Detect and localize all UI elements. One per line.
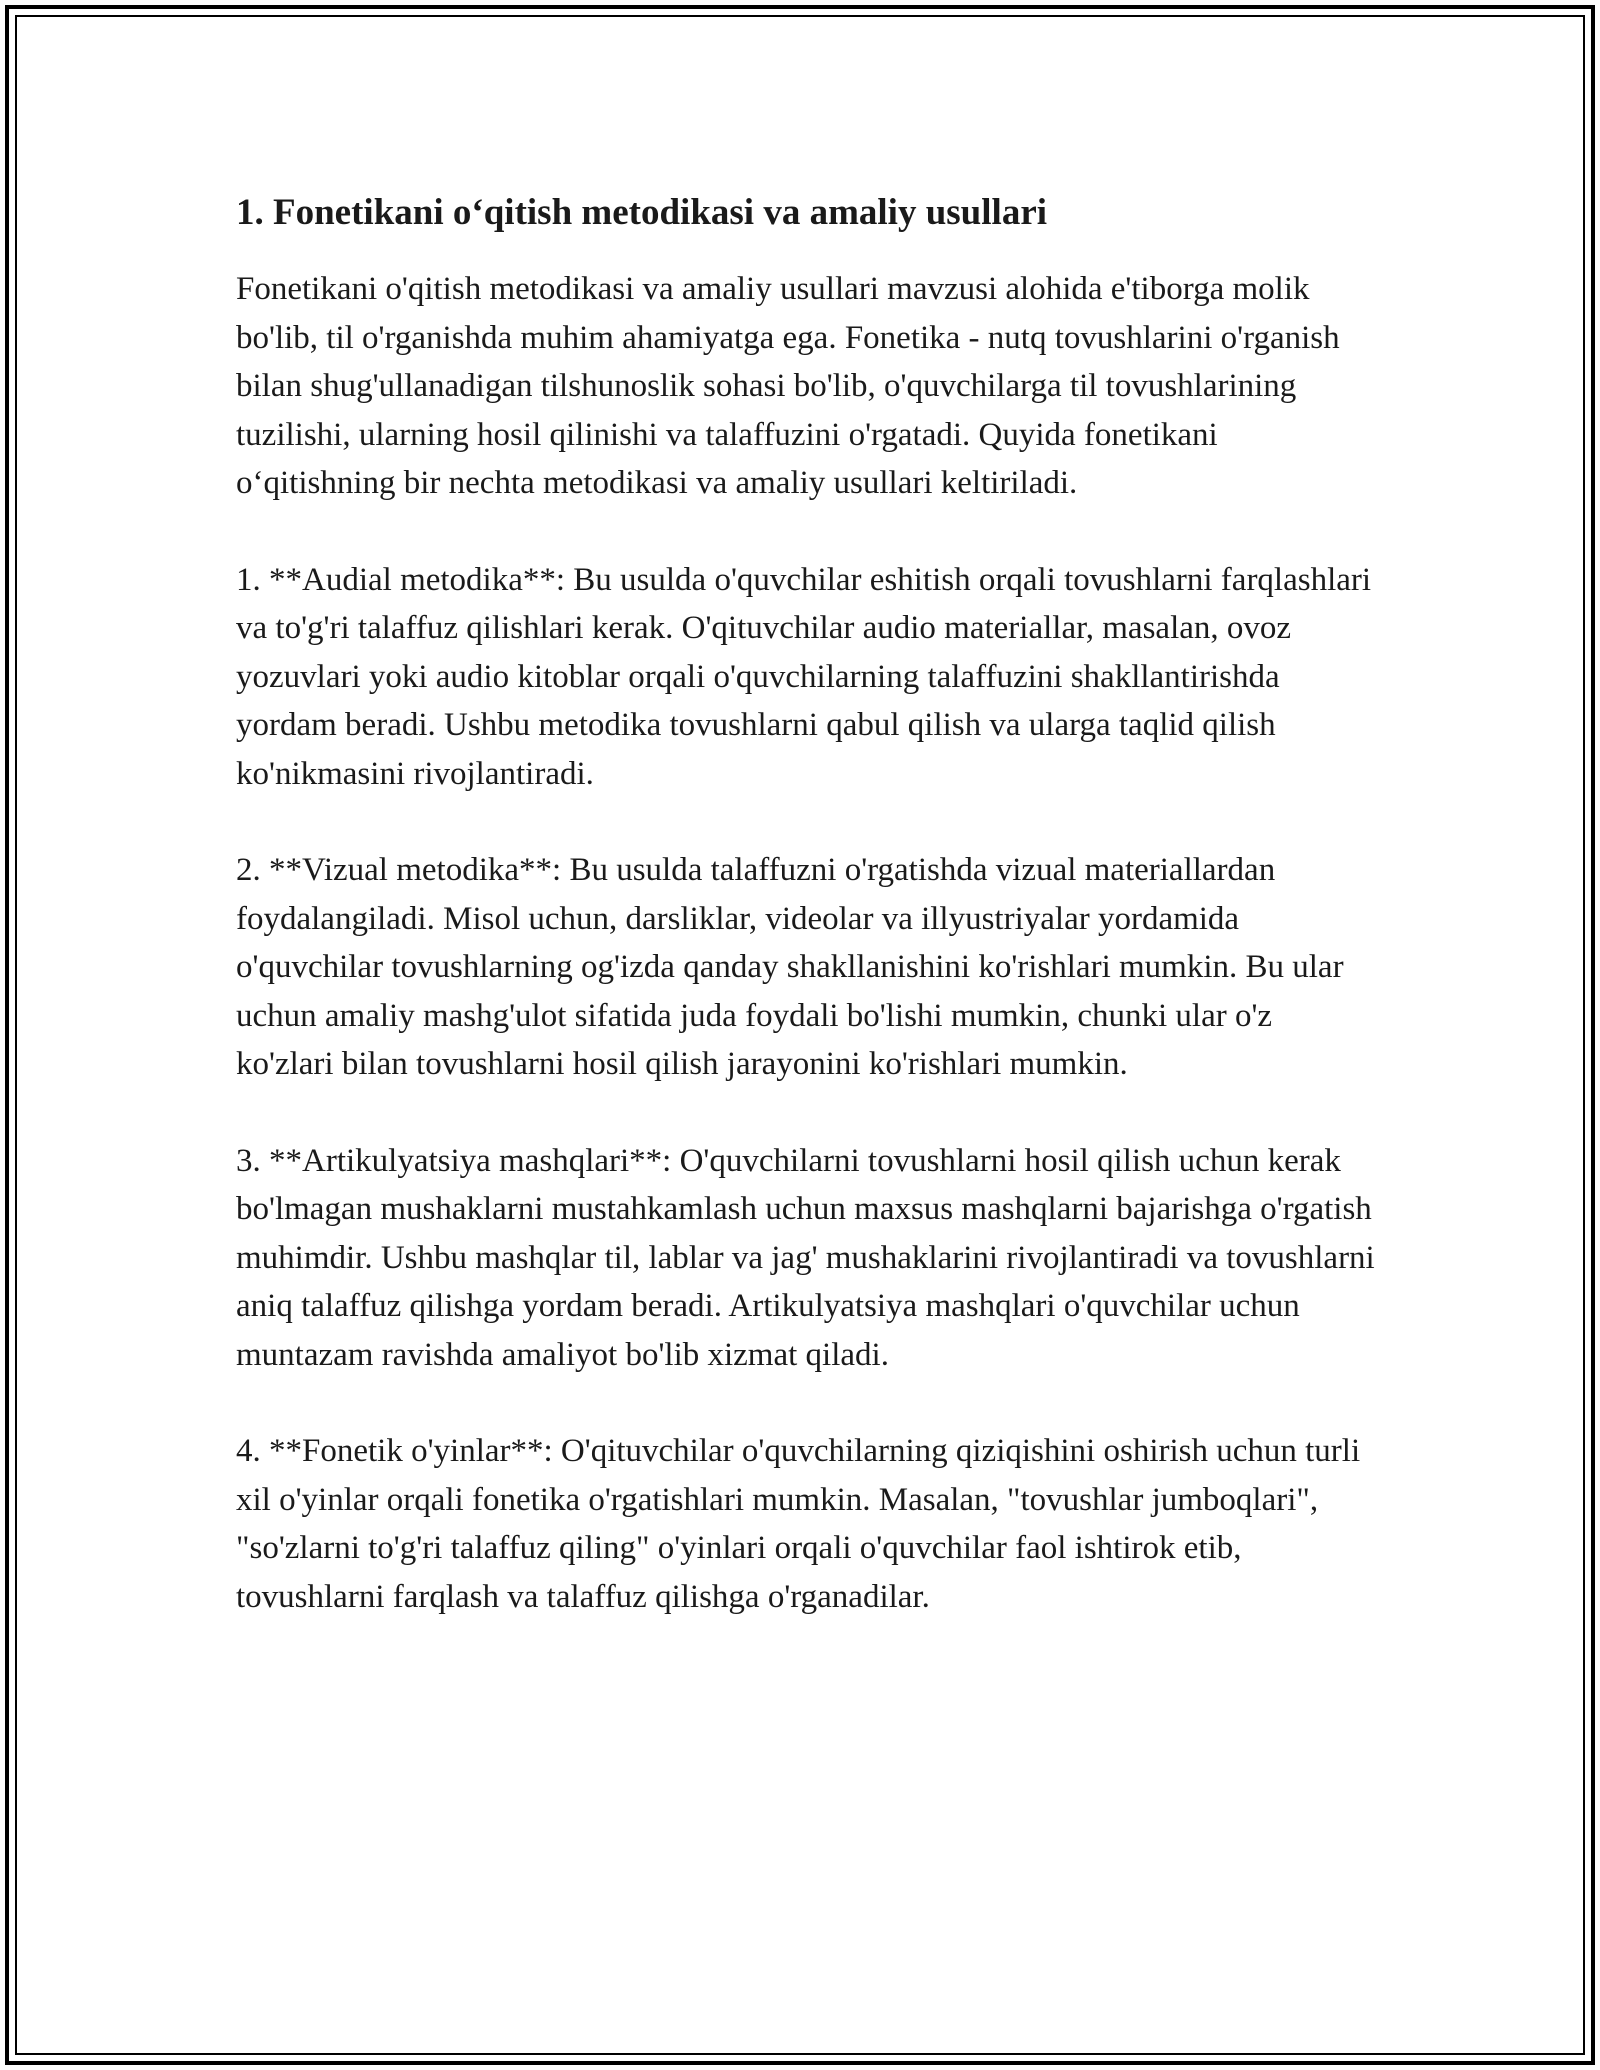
paragraph-audial-method: 1. **Audial metodika**: Bu usulda o'quvchilar eshitish orqali tovushlarni farqlashlari va to'g'ri talaffuz qilishlari kerak. O'qituvchilar audio materiallar, masalan, ovoz yozuvlari yoki audio kitoblar orqali o'quvchilarning talaffuzini shakllantirishda yordam beradi. Ushbu metodika tovushlarni qabul qilish va ularga taqlid qilish ko'nikmasini rivojlantiradi. bbox=[236, 561, 1372, 792]
document-title: 1. Fonetikani o‘qitish metodikasi va amaliy usullari bbox=[236, 192, 1048, 233]
paragraph-articulation-exercises: 3. **Artikulyatsiya mashqlari**: O'quvchilarni tovushlarni hosil qilish uchun kerak bo'lmagan mushaklarni mustahkamlash uchun maxsus mashqlarni bajarishga o'rgatish muhimdir. Ushbu mashqlar til, lablar va jag' mushaklarini rivojlantiradi va tovushlarni aniq talaffuz qilishga yordam beradi. Artikulyatsiya mashqlari o'quvchilar uchun muntazam ravishda amaliyot bo'lib xizmat qiladi. bbox=[236, 1142, 1375, 1373]
paragraph-phonetic-games: 4. **Fonetik o'yinlar**: O'qituvchilar o'quvchilarning qiziqishini oshirish uchun turli xil o'yinlar orqali fonetika o'rgatishlari mumkin. Masalan, "tovushlar jumboqlari", "so'zlarni to'g'ri talaffuz qiling" o'yinlari orqali o'quvchilar faol ishtirok etib, tovushlarni farqlash va talaffuz qilishga o'rganadilar. bbox=[236, 1433, 1361, 1615]
paragraph-intro: Fonetikani o'qitish metodikasi va amaliy usullari mavzusi alohida e'tiborga molik bo'lib, til o'rganishda muhim ahamiyatga ega. Fonetika - nutq tovushlarini o'rganish bilan shug'ullanadigan tilshunoslik sohasi bo'lib, o'quvchilarga til tovushlarining tuzilishi, ularning hosil qilinishi va talaffuzini o'rgatadi. Quyida fonetikani o‘qitishning bir nechta metodikasi va amaliy usullari keltiriladi. bbox=[236, 271, 1340, 501]
document-body bbox=[236, 187, 1376, 1669]
paragraph-visual-method: 2. **Vizual metodika**: Bu usulda talaffuzni o'rgatishda vizual materiallardan foydalangiladi. Misol uchun, darsliklar, videolar va illyustriyalar yordamida o'quvchilar tovushlarning og'izda qanday shakllanishini ko'rishlari mumkin. Bu ular uchun amaliy mashg'ulot sifatida juda foydali bo'lishi mumkin, chunki ular o'z ko'zlari bilan tovushlarni hosil qilish jarayonini ko'rishlari mumkin. bbox=[236, 852, 1344, 1082]
